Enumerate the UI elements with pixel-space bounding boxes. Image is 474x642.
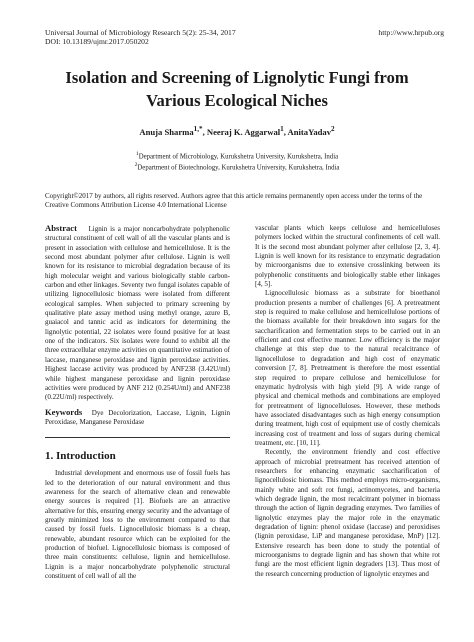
intro-paragraph-1: Industrial development and enormous use of fossil fuels has led to the deterioration of our natural environment and thus awareness for the search of alternative clean and renewable energy sources is required [1]. Biofuels are an attractive alternative for this, ensuring energy security and the advantage of greatly minimized loss to the environment compared to that caused by fossil fuels. Lignocellulosic biomass is a cheap, renewable, abundant resource which can be exploited for the production of biofuel. Lignocellulosic biomass is composed of three main constituents: cellulose, lignin and hemicellulose. Lignin is a major noncarbohydrate polyphenolic structural constituent of cell wall of all the [45, 469, 230, 580]
author-1-affiliation-mark: 1,* [193, 125, 203, 133]
author-2-affiliation-mark: 1 [280, 125, 284, 133]
left-column [45, 224, 230, 581]
title-line-2: Various Ecological Niches [146, 91, 328, 110]
author-list [0, 124, 474, 138]
affiliation-1-mark: 1 [135, 151, 139, 157]
right-column [255, 224, 440, 579]
body-paragraph-1: vascular plants which keeps cellulose and hemicelluloses polymers locked within the structural confinements of cell wall. It is the second most abundant polymer after cellulose [2, 3, 4]. Lignin is well known for its resistance to enzymatic degradation by microorganisms due to extensive crosslinking between its polyphenolic constituents and biologically stable ether linkages [4, 5]. [255, 224, 440, 289]
section-heading-introduction: 1. Introduction [45, 450, 116, 463]
title-line-1: Isolation and Screening of Lignolytic Fungi from [65, 68, 409, 87]
section-divider [45, 437, 230, 438]
paper-title [0, 66, 474, 112]
keywords [45, 408, 230, 428]
affiliations [0, 150, 474, 173]
abstract [45, 224, 230, 403]
abstract-label: Abstract [45, 223, 77, 233]
author-2: , Neeraj K. Aggarwal [202, 126, 281, 137]
author-3: , AnitaYadav [283, 126, 331, 137]
doi: DOI: 10.13189/ujmr.2017.050202 [45, 37, 149, 46]
affiliation-2-text: Department of Biotechnology, Kurukshetra University, Kurukshetra, India [137, 164, 340, 172]
abstract-text: Lignin is a major noncarbohydrate polyphenolic structural constituent of cell wall of all the vascular plants and is present in association with cellulose and hemicellulose. It is the second most abundant polymer after cellulose. Lignin is well known for its resistance to microbial degradation because of its high molecular weight and various biologically stable carbon-carbon and ether linkages. Seventy two fungal isolates capable of utilizing lignocellulosic biomass were isolated from different ecological samples. When subjected to primary screening by qualitative plate assay method using methyl orange, azure B, guaiacol and tannic acid as indicators for determining the lignolytic potential, 22 isolates were found positive for at least one of the indicators. Six isolates were found to exhibit all the three extracellular enzyme activities on quantitative estimation of laccase, manganese peroxidase and lignin peroxidase activities. Highest laccase activity was produced by ANF238 (3.42U/ml) while highest manganese peroxidase and lignin peroxidase activities were produced by ANF 212 (0.254U/ml) and ANF238 (0.22U/ml) respectively. [45, 225, 231, 402]
keywords-label: Keywords [45, 406, 83, 417]
author-3-affiliation-mark: 2 [331, 125, 335, 133]
keywords-text: Dye Decolorization, Laccase, Lignin, Lignin Peroxidase, Manganese Peroxidase [45, 408, 230, 426]
affiliation-1 [0, 150, 474, 161]
affiliation-2-mark: 2 [134, 162, 138, 169]
affiliation-2 [0, 161, 474, 172]
body-paragraph-3: Recently, the environment friendly and cost effective approach of microbial pretreatment has received attention of researchers for enhancing enzymatic saccharification of lignocellulosic biomass. This method employs micro-organisms, mainly white and soft rot fungi, actinomycetes, and bacteria which degrade lignin, the most recalcitrant polymer in biomass through the action of lignin degrading enzymes. Two families of lignolytic enzymes play the major role in the enzymatic degradation of lignin: phenol oxidase (laccase) and peroxidises (lignin peroxidase, LiP and manganese peroxidase, MnP) [12]. Extensive research has been done to study the potential of microorganisms to degrade lignin and has shown that white rot fungi are the most efficient lignin degraders [13]. Thus most of the research concerning production of lignolytic enzymes and [255, 448, 440, 578]
journal-citation: Universal Journal of Microbiology Research 5(2): 25-34, 2017 [45, 28, 236, 37]
journal-url[interactable]: http://www.hrpub.org [378, 28, 444, 37]
author-1: Anuja Sharma [139, 126, 194, 137]
running-header [45, 28, 236, 46]
copyright-notice: Copyright©2017 by authors, all rights reserved. Authors agree that this article remains permanently open access under the terms of the Creative Commons Attribution License 4.0 International License [45, 192, 423, 209]
body-paragraph-2: Lignocellulosic biomass as a substrate for bioethanol production presents a number of challenges [6]. A pretreatment step is required to make cellulose and hemicellulose portions of the biomass available for their breakdown into sugars for the saccharification and fermentation steps to be carried out in an efficient and cost effective manner. Low efficiency is the major challenge at this step due to the natural recalcitrance of lignocellulose to degradation and high cost of enzymatic conversion [7, 8]. Pretreatment is therefore the most essential step required to prepare cellulose and hemicellulose for enzymatic hydrolysis with high yield [9]. A wide range of physical and chemical methods and combinations are employed for pretreatment of lignocelluloses. However, these methods have associated disadvantages such as high energy consumption during treatment, high cost of equipment use of costly chemicals increasing cost of treatment and loss of sugars during chemical treatment, etc. [10, 11]. [255, 289, 440, 447]
affiliation-1-text: Department of Microbiology, Kurukshetra University, Kurukshetra, India [138, 153, 339, 161]
